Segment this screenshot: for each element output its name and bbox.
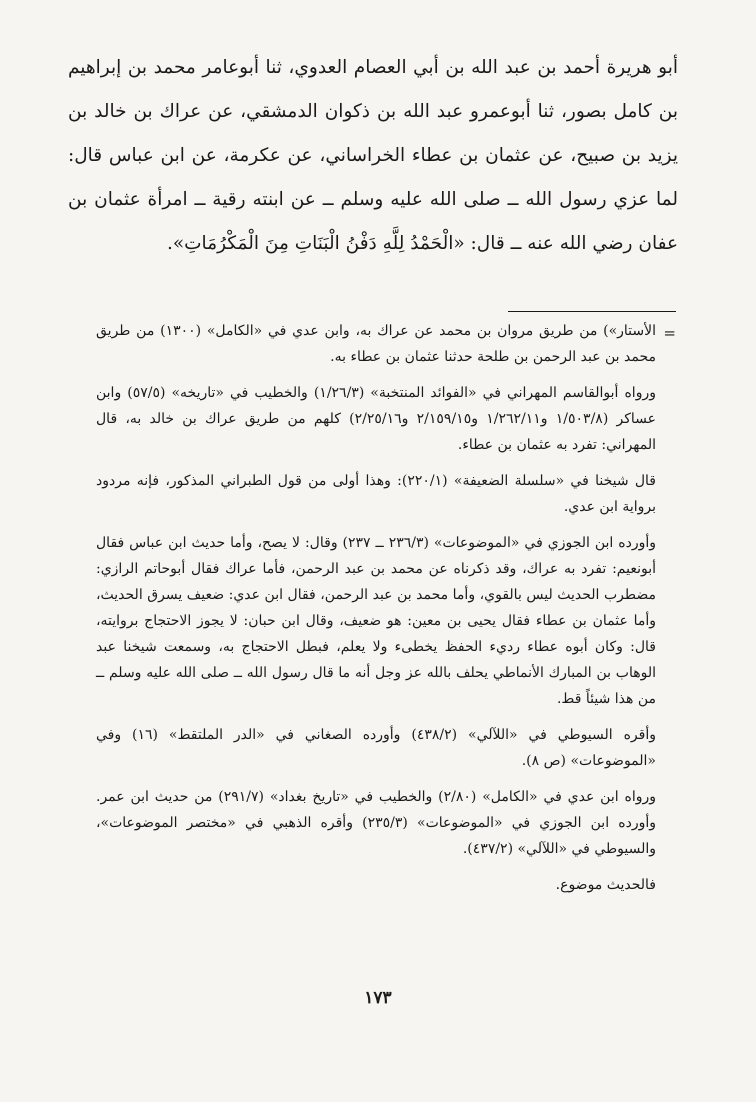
footnote-paragraph: ورواه ابن عدي في «الكامل» (٢/٨٠) والخطيب في «تاريخ بغداد» (٢٩١/٧) من حديث ابن عمر. وأورده ابن الجوزي في «الموضوعات» (٢٣٥/٣) وأقره الذهبي في «مختصر الموضوعات»، والسيوطي في «اللآلي» (٤٣٧/٢). <box>96 789 657 857</box>
footnote-paragraph: ورواه أبوالقاسم المهراني في «الفوائد المنتخبة» (١/٢٦/٣) والخطيب في «تاريخه» (٥٧/٥) وابن عساكر (١/٥٠٣/٨ و١/٢٦٢/١١ و٢/١٥٩/١٥ و٢/٢٥/١٦) كلهم من طريق عراك بن خالد به، قال المهراني: تفرد به عثمان بن عطاء. <box>96 385 657 453</box>
page-number: ١٧٣ <box>364 988 392 1008</box>
footnote-paragraph: الأستار») من طريق مروان بن محمد عن عراك به، وابن عدي في «الكامل» (١٣٠٠) من طريق محمد بن عبد الرحمن بن طلحة حدثنا عثمان بن عطاء به. <box>96 323 657 365</box>
main-paragraph: أبو هريرة أحمد بن عبد الله بن أبي العصام العدوي، ثنا أبوعامر محمد بن إبراهيم بن كامل بصور، ثنا أبوعمرو عبد الله بن ذكوان الدمشقي، عن عراك بن خالد بن يزيد بن صبيح، عن عثمان بن عطاء الخراساني، عن عكرمة، عن ابن عباس قال: لما عزي رسول الله ــ صلى الله عليه وسلم ــ عن ابنته رقية ــ امرأة عثمان بن عفان رضي الله عنه ــ قال: «الْحَمْدُ لِلَّهِ دَفْنُ الْبَنَاتِ مِنَ الْمَكْرُمَاتِ». <box>68 57 678 254</box>
footnote-conclusion: فالحديث موضوع. <box>555 877 656 893</box>
footnotes-block <box>96 318 656 898</box>
footnote-paragraph: وأقره السيوطي في «اللآلي» (٤٣٨/٢) وأورده الصغاني في «الدر الملتقط» (١٦) وفي «الموضوعات» (ص ٨). <box>96 727 656 769</box>
footnote-paragraph: قال شيخنا في «سلسلة الضعيفة» (٢٢٠/١): وهذا أولى من قول الطبراني المذكور، فإنه مردود برواية ابن عدي. <box>96 473 656 515</box>
footnote-divider <box>508 311 676 312</box>
footnote-paragraph: وأورده ابن الجوزي في «الموضوعات» (٢٣٦/٣ ــ ٢٣٧) وقال: لا يصح، وأما حديث ابن عباس فقال أبونعيم: تفرد به عراك، وقد ذكرناه عن محمد بن عبد الرحمن، فأما عراك فقال أبوحاتم الرازي: مضطرب الحديث ليس بالقوي، وأما محمد بن عبد الرحمن، فقال ابن عدي: ضعيف يسرق الحديث، وأما عثمان بن عطاء فقال يحيى بن معين: هو ضعيف، وقال ابن حبان: لا يجوز الاحتجاج بروايته، قال: وكان أبوه عطاء رديء الحفظ يخطىء ولا يعلم، فبطل الاحتجاج به، وسمعت شيخنا عبد الوهاب بن المبارك الأنماطي يحلف بالله عز وجل أنه ما قال رسول الله ــ صلى الله عليه وسلم ــ من هذا شيئاً قط. <box>96 535 656 707</box>
main-text-block <box>68 46 678 266</box>
footnote-continuation-mark: = <box>663 324 676 342</box>
